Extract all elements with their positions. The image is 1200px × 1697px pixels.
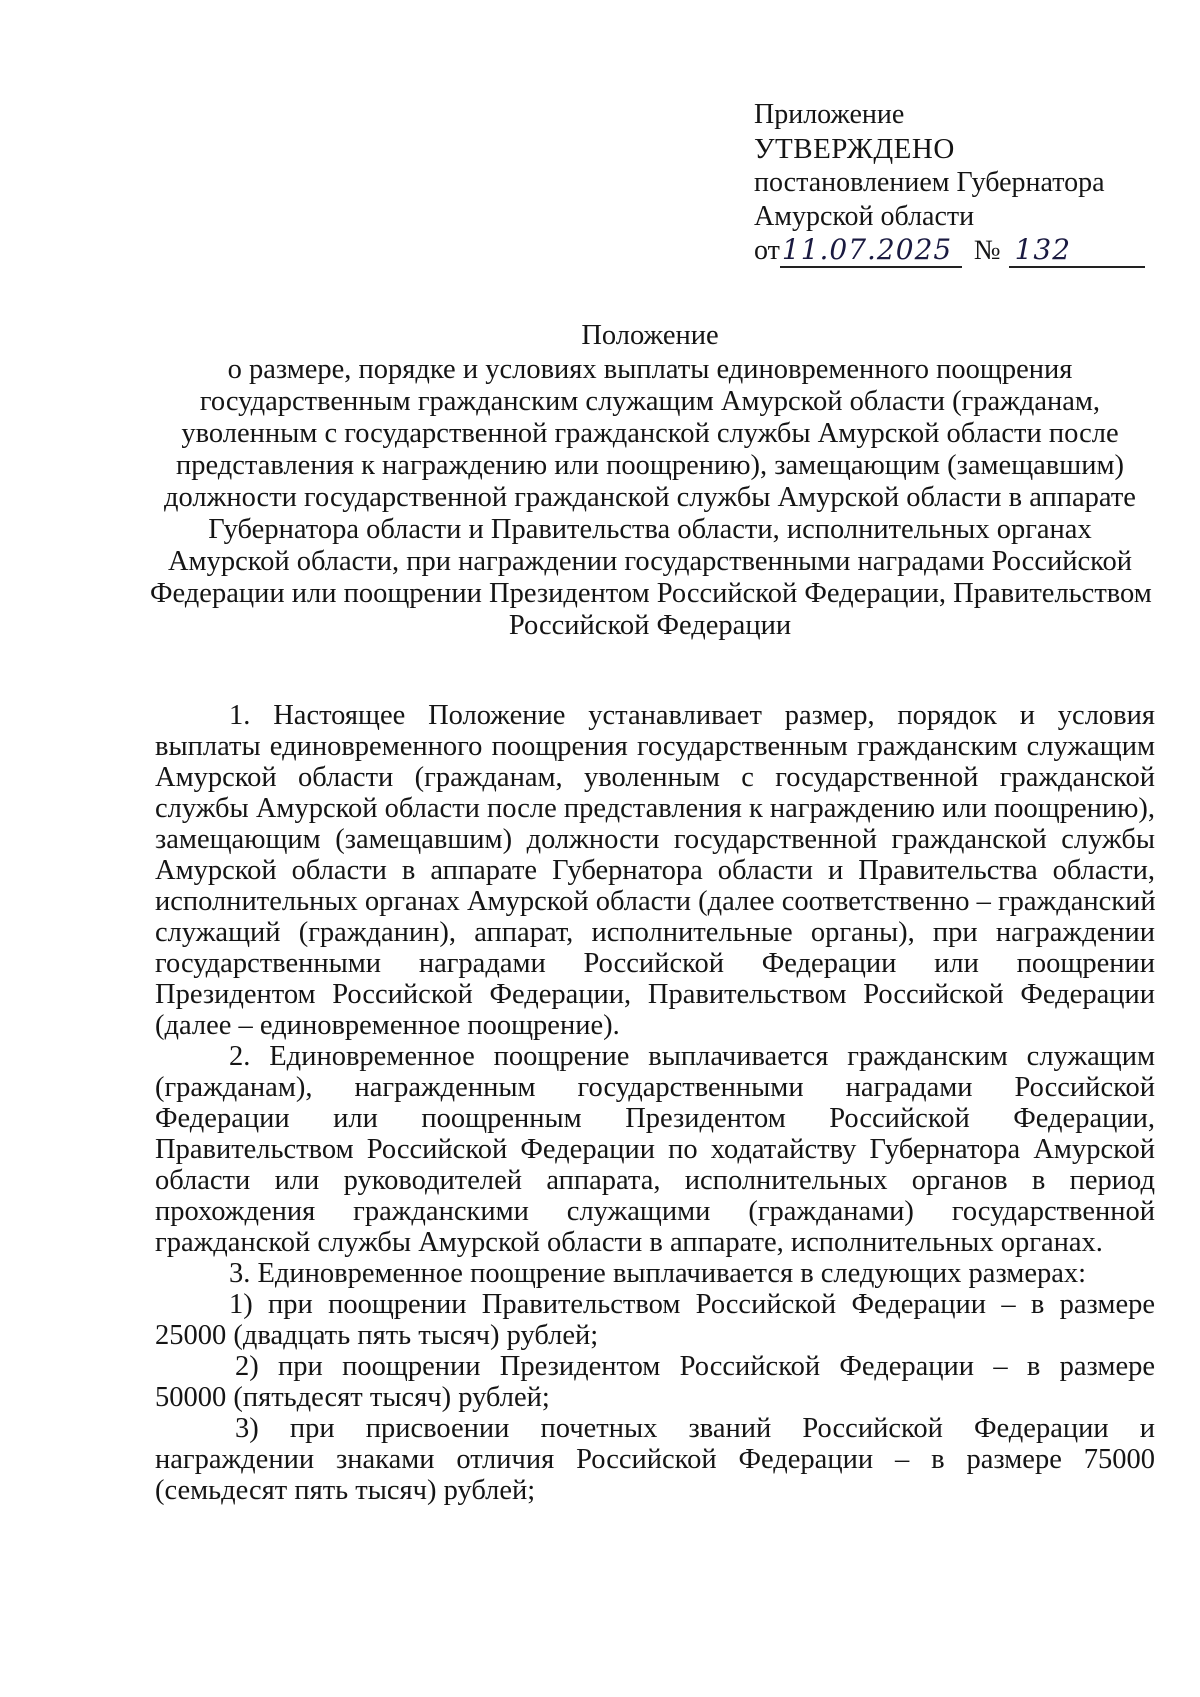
title-line: Амурской области, при награждении государственными наградами Российской bbox=[167, 546, 1133, 577]
paragraph-1-line: 1. Настоящее Положение устанавливает размер, порядок и условия bbox=[229, 700, 1155, 731]
paragraph-2-line: области или руководителей аппарата, исполнительных органов в период bbox=[155, 1165, 1155, 1196]
paragraph-1-line: Амурской области в аппарате Губернатора области и Правительства области, bbox=[155, 855, 1155, 886]
title-heading: Положение bbox=[581, 320, 719, 351]
item-3-line: (семьдесят пять тысяч) рублей; bbox=[155, 1475, 536, 1506]
approved-region: Амурской области bbox=[754, 201, 975, 232]
decree-date-number-line bbox=[754, 234, 1154, 268]
paragraph-1-line: выплаты единовременного поощрения государственным гражданским служащим bbox=[155, 731, 1155, 762]
number-underline bbox=[1009, 235, 1145, 268]
title-line: государственным гражданским служащим Амурской области (гражданам, bbox=[199, 386, 1101, 417]
item-2-line: 2) при поощрении Президентом Российской Федерации – в размере bbox=[235, 1351, 1155, 1382]
approval-stamp bbox=[754, 98, 1154, 268]
paragraph-1-line: Амурской области (гражданам, уволенным с государственной гражданской bbox=[155, 762, 1155, 793]
item-1-line: 25000 (двадцать пять тысяч) рублей; bbox=[155, 1320, 599, 1351]
paragraph-1-line: Президентом Российской Федерации, Правительством Российской Федерации bbox=[155, 979, 1155, 1010]
paragraph-1-line: службы Амурской области после представления к награждению или поощрению), bbox=[155, 793, 1156, 824]
paragraph-1-line: замещающим (замещавшим) должности государственной гражданской службы bbox=[155, 824, 1155, 855]
item-3-line: награждении знаками отличия Российской Федерации – в размере 75000 bbox=[155, 1444, 1155, 1475]
from-label: от bbox=[754, 235, 780, 266]
paragraph-2-line: прохождения гражданскими служащими (гражданами) государственной bbox=[155, 1196, 1155, 1227]
paragraph-1-line: (далее – единовременное поощрение). bbox=[155, 1010, 620, 1041]
document-body bbox=[155, 700, 1155, 1506]
handwritten-number: 132 bbox=[1014, 233, 1072, 266]
item-1-line: 1) при поощрении Правительством Российской Федерации – в размере bbox=[229, 1289, 1155, 1320]
title-line: Российской Федерации bbox=[508, 610, 792, 641]
paragraph-2-line: Правительством Российской Федерации по ходатайству Губернатора Амурской bbox=[155, 1134, 1155, 1165]
paragraph-2-line: 2. Единовременное поощрение выплачивается гражданским служащим bbox=[229, 1041, 1155, 1072]
paragraph-1-line: исполнительных органах Амурской области (далее соответственно – гражданский bbox=[155, 886, 1156, 917]
item-2-line: 50000 (пятьдесят тысяч) рублей; bbox=[155, 1382, 550, 1413]
title-line: уволенным с государственной гражданской службы Амурской области после bbox=[181, 418, 1119, 449]
title-line: представления к награждению или поощрению), замещающим (замещавшим) bbox=[176, 450, 1124, 481]
paragraph-1-line: служащий (гражданин), аппарат, исполнительные органы), при награждении bbox=[155, 917, 1155, 948]
approved-label: УТВЕРЖДЕНО bbox=[754, 133, 955, 165]
number-label: № bbox=[973, 235, 1001, 266]
paragraph-2-line: (гражданам), награжденным государственными наградами Российской bbox=[155, 1072, 1155, 1103]
paragraph-2-line: гражданской службы Амурской области в аппарате, исполнительных органах. bbox=[155, 1227, 1103, 1258]
title-line: Губернатора области и Правительства области, исполнительных органах bbox=[208, 514, 1092, 545]
title-line: Федерации или поощрении Президентом Российской Федерации, Правительством bbox=[150, 578, 1152, 609]
document-title bbox=[150, 320, 1150, 642]
date-underline bbox=[780, 235, 962, 268]
appendix-label: Приложение bbox=[754, 99, 905, 130]
paragraph-2-line: Федерации или поощренным Президентом Российской Федерации, bbox=[155, 1103, 1155, 1134]
item-3-line: 3) при присвоении почетных званий Российской Федерации и bbox=[235, 1413, 1155, 1444]
title-line: о размере, порядке и условиях выплаты единовременного поощрения bbox=[227, 354, 1073, 385]
title-line: должности государственной гражданской службы Амурской области в аппарате bbox=[164, 482, 1136, 513]
paragraph-1-line: государственными наградами Российской Федерации или поощрении bbox=[155, 948, 1155, 979]
paragraph-3-line: 3. Единовременное поощрение выплачивается в следующих размерах: bbox=[229, 1258, 1087, 1289]
approved-by: постановлением Губернатора bbox=[754, 167, 1105, 198]
handwritten-date: 11.07.2025 bbox=[781, 233, 953, 266]
